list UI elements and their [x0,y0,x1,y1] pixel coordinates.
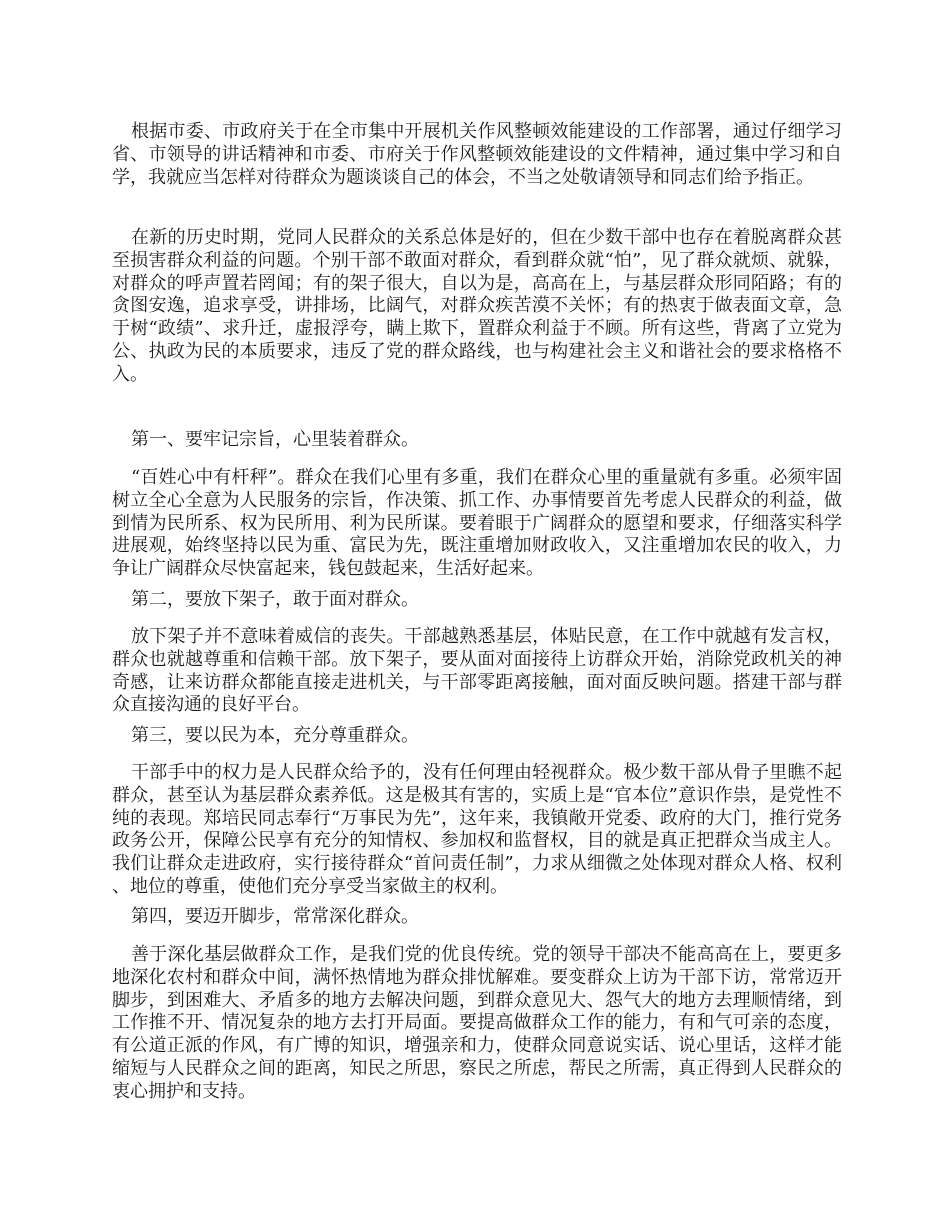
section-body: 干部手中的权力是人民群众给予的，没有任何理由轻视群众。极少数干部从骨子里瞧不起群众，甚至认为基层群众素养低。这是极其有害的，实质上是“官本位”意识作祟，是党性不纯的表现。郑培民同志奉行“万事民为先”，这年来，我镇敞开党委、政府的大门，推行党务政务公开，保障公民享有充分的知情权、参加权和监督权，目的就是真正把群众当成主人。我们让群众走进政府，实行接待群众“首问责任制”，力求从细微之处体现对群众人格、权利、地位的尊重，使他们充分享受当家做主的权利。 [112,762,842,897]
context-paragraph: 在新的历史时期，党同人民群众的关系总体是好的，但在少数干部中也存在着脱离群众甚至损害群众利益的问题。个别干部不敢面对群众，看到群众就“怕”，见了群众就烦、就躲，对群众的呼声置若罔闻；有的架子很大，自以为是，高高在上，与基层群众形同陌路；有的贪图安逸，追求享受，讲排场，比阔气，对群众疾苦漠不关怀；有的热衷于做表面文章，急于树“政绩”、求升迁，虚报浮夸，瞒上欺下，置群众利益于不顾。所有这些，背离了立党为公、执政为民的本质要求，违反了党的群众路线，也与构建社会主义和谐社会的要求格格不入。 [112,227,842,385]
section-heading: 第二，要放下架子，敢于面对群众。 [131,589,419,610]
section-body: 放下架子并不意味着威信的丧失。干部越熟悉基层，体贴民意，在工作中就越有发言权，群众也就越尊重和信赖干部。放下架子，要从面对面接待上访群众开始，消除党政机关的神奇感，让来访群众都能直接走进机关，与干部零距离接触，面对面反映问题。搭建干部与群众直接沟通的良好平台。 [112,626,842,716]
intro-paragraph: 根据市委、市政府关于在全市集中开展机关作风整顿效能建设的工作部署，通过仔细学习省、市领导的讲话精神和市委、市府关于作风整顿效能建设的文件精神，通过集中学习和自学，我就应当怎样对待群众为题谈谈自己的体会，不当之处敬请领导和同志们给予指正。 [112,121,842,188]
section-heading: 第四，要迈开脚步，常常深化群众。 [131,906,419,927]
section-heading: 第三，要以民为本，充分尊重群众。 [131,725,419,746]
section-body: “百姓心中有杆秤”。群众在我们心里有多重，我们在群众心里的重量就有多重。必须牢固树立全心全意为人民服务的宗旨，作决策、抓工作、办事情要首先考虑人民群众的利益，做到情为民所系、权为民所用、利为民所谋。要着眼于广阔群众的愿望和要求，仔细落实科学进展观，始终坚持以民为重、富民为先，既注重增加财政收入，又注重增加农民的收入，力争让广阔群众尽快富起来，钱包鼓起来，生活好起来。 [112,467,842,580]
section-body: 善于深化基层做群众工作，是我们党的优良传统。党的领导干部决不能高高在上，要更多地深化农村和群众中间，满怀热情地为群众排忧解难。要变群众上访为干部下访，常常迈开脚步，到困难大、矛盾多的地方去解决问题，到群众意见大、怨气大的地方去理顺情绪，到工作推不开、情况复杂的地方去打开局面。要提高做群众工作的能力，有和气可亲的态度，有公道正派的作风，有广博的知识，增强亲和力，使群众同意说实话、说心里话，这样才能缩短与人民群众之间的距离，知民之所思，察民之所虑，帮民之所需，真正得到人民群众的衷心拥护和支持。 [112,944,842,1102]
section-heading: 第一、要牢记宗旨，心里装着群众。 [131,429,419,450]
